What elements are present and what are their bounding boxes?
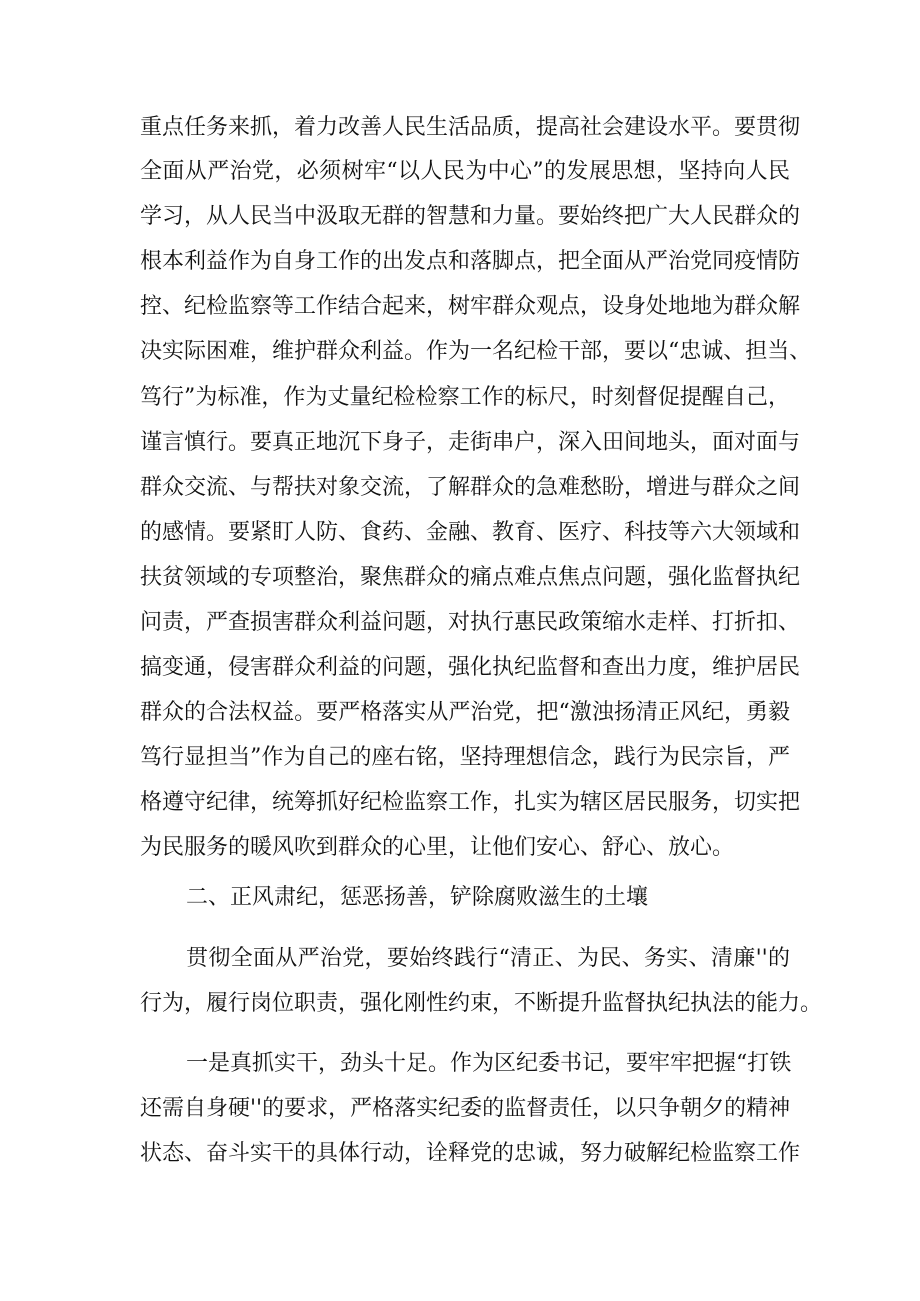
paragraph-1-line: 谨言慎行。要真正地沉下身子，走街串户，深入田间地头，面对面与 [140, 430, 801, 455]
paragraph-1-line: 扶贫领域的专项整治，聚焦群众的痛点难点焦点问题，强化监督执纪 [140, 565, 801, 590]
paragraph-1-line: 搞变通，侵害群众利益的问题，强化执纪监督和查出力度，维护居民 [140, 655, 801, 680]
paragraph-1-line: 为民服务的暖风吹到群众的心里，让他们安心、舒心、放心。 [140, 835, 735, 860]
paragraph-1-line: 根本利益作为自身工作的出发点和落脚点，把全面从严治党同疫情防 [140, 249, 801, 274]
paragraph-1-line: 群众的合法权益。要严格落实从严治党，把“激浊扬清正风纪，勇毅 [140, 700, 790, 725]
section-heading: 二、正风肃纪，惩恶扬善，铲除腐败滋生的土壤 [186, 885, 649, 910]
paragraph-3-line: 一是真抓实干，劲头十足。作为区纪委书记，要牢牢把握“打铁 [186, 1051, 792, 1076]
paragraph-1-line: 学习，从人民当中汲取无群的智慧和力量。要始终把广大人民群众的 [140, 204, 801, 229]
paragraph-1-line: 格遵守纪律，统筹抓好纪检监察工作，扎实为辖区居民服务，切实把 [140, 790, 801, 815]
paragraph-1-line: 控、纪检监察等工作结合起来，树牢群众观点，设身处地地为群众解 [140, 294, 801, 319]
paragraph-1-line: 笃行”为标准，作为丈量纪检检察工作的标尺，时刻督促提醒自己， [140, 385, 790, 410]
paragraph-1-line: 问责，严查损害群众利益问题，对执行惠民政策缩水走样、打折扣、 [140, 610, 801, 635]
paragraph-3-line: 状态、奋斗实干的具体行动，诠释党的忠诚，努力破解纪检监察工作 [140, 1141, 801, 1166]
paragraph-1-line: 群众交流、与帮扶对象交流，了解群众的急难愁盼，增进与群众之间 [140, 475, 801, 500]
paragraph-2-line: 行为，履行岗位职责，强化刚性约束，不断提升监督执纪执法的能力。 [140, 991, 823, 1016]
paragraph-3-line: 还需自身硬''的要求，严格落实纪委的监督责任，以只争朝夕的精神 [140, 1096, 791, 1121]
paragraph-1-line: 笃行显担当”作为自己的座右铭，坚持理想信念，践行为民宗旨，严 [140, 745, 790, 770]
paragraph-2-line: 贯彻全面从严治党，要始终践行“清正、为民、务实、清廉''的 [186, 946, 790, 971]
paragraph-1-line: 全面从严治党，必须树牢“以人民为中心”的发展思想，坚持向人民 [140, 159, 790, 184]
paragraph-1-line: 决实际困难，维护群众利益。作为一名纪检干部，要以“忠诚、担当、 [140, 339, 812, 364]
paragraph-1-line: 的感情。要紧盯人防、食药、金融、教育、医疗、科技等六大领域和 [140, 520, 801, 545]
paragraph-1-line: 重点任务来抓，着力改善人民生活品质，提高社会建设水平。要贯彻 [140, 115, 801, 140]
